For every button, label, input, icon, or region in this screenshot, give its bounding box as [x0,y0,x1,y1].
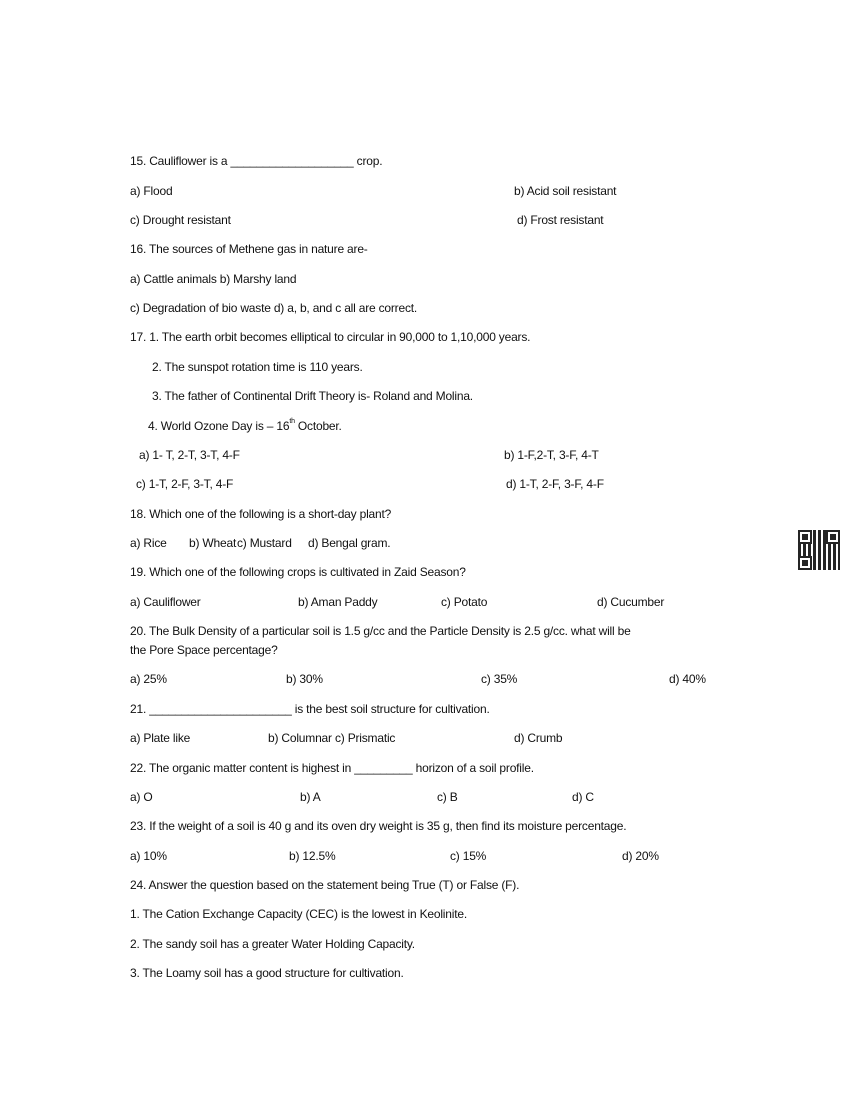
question-17-statement-4 [148,418,342,434]
statement-text: October. [294,419,342,433]
question-16: 16. The sources of Methene gas in nature are- [130,242,368,256]
options-ab: a) Cattle animals b) Marshy land [130,272,297,286]
question-20-line-1: 20. The Bulk Density of a particular soil is 1.5 g/cc and the Particle Density is 2.5 g/cc. what will be [130,624,631,638]
option-b: b) Acid soil resistant [514,184,617,198]
statement-text: 4. World Ozone Day is – 16 [148,419,290,433]
question-17-statement-1: 17. 1. The earth orbit becomes elliptical to circular in 90,000 to 1,10,000 years. [130,330,531,344]
question-24-statement-1: 1. The Cation Exchange Capacity (CEC) is the lowest in Keolinite. [130,907,467,921]
option-d: d) C [572,790,594,804]
option-d: d) 40% [669,672,706,686]
options-cd: c) Degradation of bio waste d) a, b, and c all are correct. [130,301,418,315]
option-c: c) B [437,790,458,804]
option-d: d) Cucumber [597,595,665,609]
option-a: a) O [130,790,153,804]
question-18: 18. Which one of the following is a short-day plant? [130,507,392,521]
superscript: th [289,418,295,425]
question-19: 19. Which one of the following crops is cultivated in Zaid Season? [130,565,466,579]
option-d: d) Frost resistant [517,213,604,227]
option-b: b) A [300,790,321,804]
question-17-statement-2: 2. The sunspot rotation time is 110 years. [152,360,363,374]
option-d: d) 20% [622,849,659,863]
question-15: 15. Cauliflower is a ___________________ crop. [130,154,383,168]
question-17-statement-3: 3. The father of Continental Drift Theory is- Roland and Molina. [152,389,473,403]
qr-code [798,530,840,570]
option-c: c) 15% [450,849,487,863]
option-b: b) 30% [286,672,323,686]
option-c: c) 35% [481,672,518,686]
question-20-line-2: the Pore Space percentage? [130,643,278,657]
option-b: b) 12.5% [289,849,336,863]
option-a: a) Cauliflower [130,595,201,609]
option-a: a) 10% [130,849,167,863]
option-c: c) Drought resistant [130,213,231,227]
question-21: 21. ______________________ is the best soil structure for cultivation. [130,702,490,716]
option-c: c) 1-T, 2-F, 3-T, 4-F [136,477,234,491]
option-a: a) Rice [130,536,167,550]
option-b: b) Aman Paddy [298,595,378,609]
option-d: d) Bengal gram. [308,536,391,550]
question-23: 23. If the weight of a soil is 40 g and its oven dry weight is 35 g, then find its moisture percentage. [130,819,627,833]
option-a: a) 25% [130,672,167,686]
option-a: a) 1- T, 2-T, 3-T, 4-F [139,448,240,462]
question-22: 22. The organic matter content is highest in _________ horizon of a soil profile. [130,761,534,775]
question-24: 24. Answer the question based on the statement being True (T) or False (F). [130,878,520,892]
option-a: a) Flood [130,184,173,198]
option-d: d) 1-T, 2-F, 3-F, 4-F [506,477,604,491]
option-b: b) Wheat [189,536,237,550]
question-24-statement-2: 2. The sandy soil has a greater Water Holding Capacity. [130,937,415,951]
options-bc: b) Columnar c) Prismatic [268,731,396,745]
option-c: c) Potato [441,595,488,609]
option-d: d) Crumb [514,731,563,745]
question-24-statement-3: 3. The Loamy soil has a good structure for cultivation. [130,966,404,980]
option-a: a) Plate like [130,731,191,745]
option-c: c) Mustard [237,536,292,550]
option-b: b) 1-F,2-T, 3-F, 4-T [504,448,599,462]
